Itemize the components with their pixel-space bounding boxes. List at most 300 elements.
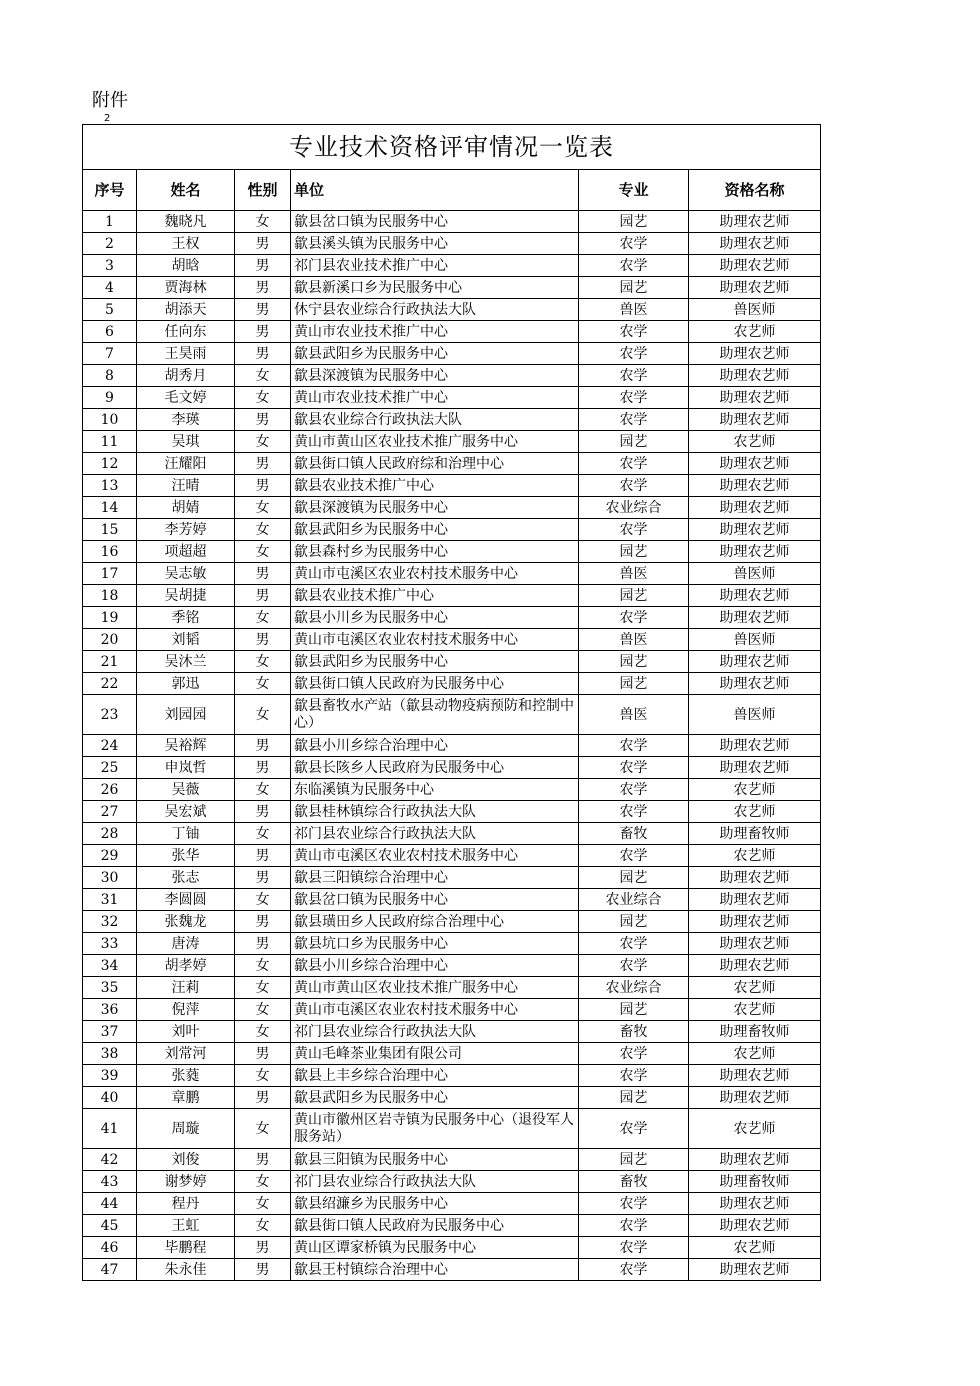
cell-no: 30 xyxy=(83,867,137,889)
table-row xyxy=(83,1215,821,1237)
table-row xyxy=(83,541,821,563)
cell-major: 园艺 xyxy=(579,277,689,299)
cell-no: 13 xyxy=(83,475,137,497)
cell-no: 23 xyxy=(83,695,137,735)
cell-name: 吴胡捷 xyxy=(137,585,235,607)
cell-no: 3 xyxy=(83,255,137,277)
cell-unit: 祁门县农业综合行政执法大队 xyxy=(291,1171,579,1193)
cell-name: 申岚哲 xyxy=(137,757,235,779)
cell-gender: 女 xyxy=(235,211,291,233)
cell-qualification: 兽医师 xyxy=(689,563,821,585)
cell-no: 47 xyxy=(83,1259,137,1281)
cell-qualification: 农艺师 xyxy=(689,999,821,1021)
cell-major: 园艺 xyxy=(579,673,689,695)
cell-name: 汪耀阳 xyxy=(137,453,235,475)
cell-unit: 歙县岔口镇为民服务中心 xyxy=(291,211,579,233)
table-row xyxy=(83,453,821,475)
table-row xyxy=(83,1171,821,1193)
cell-no: 26 xyxy=(83,779,137,801)
cell-name: 谢梦婷 xyxy=(137,1171,235,1193)
cell-no: 9 xyxy=(83,387,137,409)
cell-name: 程丹 xyxy=(137,1193,235,1215)
cell-no: 31 xyxy=(83,889,137,911)
cell-gender: 女 xyxy=(235,823,291,845)
cell-unit: 歙县农业综合行政执法大队 xyxy=(291,409,579,431)
cell-qualification: 助理农艺师 xyxy=(689,607,821,629)
cell-qualification: 助理农艺师 xyxy=(689,1087,821,1109)
cell-unit: 歙县街口镇人民政府为民服务中心 xyxy=(291,1215,579,1237)
table-row xyxy=(83,563,821,585)
table-title: 专业技术资格评审情况一览表 xyxy=(83,125,821,170)
cell-qualification: 助理农艺师 xyxy=(689,1193,821,1215)
cell-gender: 男 xyxy=(235,933,291,955)
qualification-table xyxy=(82,124,821,1281)
cell-no: 45 xyxy=(83,1215,137,1237)
cell-unit: 歙县农业技术推广中心 xyxy=(291,475,579,497)
cell-qualification: 农艺师 xyxy=(689,321,821,343)
cell-major: 农学 xyxy=(579,519,689,541)
cell-qualification: 助理农艺师 xyxy=(689,409,821,431)
cell-name: 胡添天 xyxy=(137,299,235,321)
cell-no: 46 xyxy=(83,1237,137,1259)
cell-major: 农业综合 xyxy=(579,977,689,999)
header-qualification: 资格名称 xyxy=(689,170,821,211)
table-row xyxy=(83,387,821,409)
cell-major: 园艺 xyxy=(579,867,689,889)
table-row xyxy=(83,299,821,321)
cell-unit: 歙县溪头镇为民服务中心 xyxy=(291,233,579,255)
cell-qualification: 农艺师 xyxy=(689,801,821,823)
cell-qualification: 助理农艺师 xyxy=(689,889,821,911)
cell-gender: 女 xyxy=(235,431,291,453)
cell-name: 李圆圆 xyxy=(137,889,235,911)
cell-major: 园艺 xyxy=(579,651,689,673)
table-row xyxy=(83,1109,821,1149)
cell-unit: 歙县小川乡为民服务中心 xyxy=(291,607,579,629)
cell-major: 农学 xyxy=(579,933,689,955)
cell-unit: 黄山市黄山区农业技术推广服务中心 xyxy=(291,431,579,453)
cell-unit: 歙县武阳乡为民服务中心 xyxy=(291,1087,579,1109)
cell-gender: 女 xyxy=(235,497,291,519)
cell-qualification: 助理农艺师 xyxy=(689,475,821,497)
cell-major: 农学 xyxy=(579,607,689,629)
cell-no: 42 xyxy=(83,1149,137,1171)
cell-gender: 女 xyxy=(235,1215,291,1237)
cell-name: 王权 xyxy=(137,233,235,255)
cell-major: 农学 xyxy=(579,1109,689,1149)
cell-name: 郭迅 xyxy=(137,673,235,695)
cell-major: 农学 xyxy=(579,1065,689,1087)
cell-name: 胡秀月 xyxy=(137,365,235,387)
cell-name: 贾海林 xyxy=(137,277,235,299)
cell-no: 44 xyxy=(83,1193,137,1215)
table-row xyxy=(83,321,821,343)
cell-major: 农业综合 xyxy=(579,497,689,519)
table-row xyxy=(83,409,821,431)
cell-name: 王昊雨 xyxy=(137,343,235,365)
cell-gender: 女 xyxy=(235,889,291,911)
cell-gender: 男 xyxy=(235,255,291,277)
table-row xyxy=(83,1065,821,1087)
cell-unit: 黄山市屯溪区农业农村技术服务中心 xyxy=(291,999,579,1021)
cell-major: 园艺 xyxy=(579,1087,689,1109)
cell-unit: 歙县王村镇综合治理中心 xyxy=(291,1259,579,1281)
cell-gender: 女 xyxy=(235,365,291,387)
cell-no: 27 xyxy=(83,801,137,823)
cell-unit: 歙县岔口镇为民服务中心 xyxy=(291,889,579,911)
cell-major: 农学 xyxy=(579,475,689,497)
table-row xyxy=(83,911,821,933)
table-row xyxy=(83,735,821,757)
cell-major: 农学 xyxy=(579,955,689,977)
cell-no: 1 xyxy=(83,211,137,233)
table-row xyxy=(83,1043,821,1065)
cell-unit: 黄山市屯溪区农业农村技术服务中心 xyxy=(291,845,579,867)
cell-name: 刘韬 xyxy=(137,629,235,651)
cell-unit: 歙县小川乡综合治理中心 xyxy=(291,955,579,977)
cell-no: 8 xyxy=(83,365,137,387)
cell-name: 章鹏 xyxy=(137,1087,235,1109)
cell-unit: 歙县武阳乡为民服务中心 xyxy=(291,651,579,673)
cell-unit: 歙县坑口乡为民服务中心 xyxy=(291,933,579,955)
cell-unit: 歙县桂林镇综合行政执法大队 xyxy=(291,801,579,823)
table-row xyxy=(83,1149,821,1171)
cell-unit: 黄山区谭家桥镇为民服务中心 xyxy=(291,1237,579,1259)
table-row xyxy=(83,585,821,607)
cell-gender: 男 xyxy=(235,757,291,779)
cell-unit: 歙县三阳镇为民服务中心 xyxy=(291,1149,579,1171)
cell-no: 25 xyxy=(83,757,137,779)
cell-major: 农学 xyxy=(579,735,689,757)
cell-qualification: 助理农艺师 xyxy=(689,497,821,519)
cell-unit: 东临溪镇为民服务中心 xyxy=(291,779,579,801)
cell-qualification: 助理农艺师 xyxy=(689,651,821,673)
cell-name: 吴琪 xyxy=(137,431,235,453)
cell-major: 兽医 xyxy=(579,629,689,651)
header-unit: 单位 xyxy=(291,170,579,211)
cell-qualification: 助理农艺师 xyxy=(689,519,821,541)
cell-gender: 女 xyxy=(235,519,291,541)
cell-unit: 歙县街口镇人民政府为民服务中心 xyxy=(291,673,579,695)
cell-qualification: 助理农艺师 xyxy=(689,387,821,409)
table-header-row xyxy=(83,170,821,211)
cell-unit: 祁门县农业技术推广中心 xyxy=(291,255,579,277)
table-row xyxy=(83,277,821,299)
header-no: 序号 xyxy=(83,170,137,211)
cell-no: 6 xyxy=(83,321,137,343)
cell-qualification: 助理畜牧师 xyxy=(689,1021,821,1043)
cell-qualification: 助理农艺师 xyxy=(689,365,821,387)
cell-unit: 歙县璜田乡人民政府综合治理中心 xyxy=(291,911,579,933)
cell-no: 15 xyxy=(83,519,137,541)
cell-gender: 女 xyxy=(235,779,291,801)
cell-major: 农学 xyxy=(579,1193,689,1215)
cell-gender: 女 xyxy=(235,387,291,409)
cell-major: 农学 xyxy=(579,387,689,409)
cell-unit: 歙县新溪口乡为民服务中心 xyxy=(291,277,579,299)
table-row xyxy=(83,801,821,823)
cell-gender: 男 xyxy=(235,867,291,889)
cell-major: 园艺 xyxy=(579,999,689,1021)
cell-no: 10 xyxy=(83,409,137,431)
cell-gender: 男 xyxy=(235,585,291,607)
cell-gender: 女 xyxy=(235,607,291,629)
cell-unit: 歙县武阳乡为民服务中心 xyxy=(291,343,579,365)
cell-unit: 歙县农业技术推广中心 xyxy=(291,585,579,607)
cell-gender: 男 xyxy=(235,845,291,867)
cell-qualification: 助理农艺师 xyxy=(689,453,821,475)
table-row xyxy=(83,475,821,497)
cell-unit: 黄山市徽州区岩寺镇为民服务中心（退役军人服务站） xyxy=(291,1109,579,1149)
cell-no: 37 xyxy=(83,1021,137,1043)
cell-qualification: 农艺师 xyxy=(689,779,821,801)
cell-major: 农学 xyxy=(579,255,689,277)
cell-name: 胡晗 xyxy=(137,255,235,277)
cell-no: 21 xyxy=(83,651,137,673)
cell-gender: 男 xyxy=(235,277,291,299)
cell-unit: 黄山市农业技术推广中心 xyxy=(291,387,579,409)
cell-qualification: 助理农艺师 xyxy=(689,1215,821,1237)
cell-qualification: 助理农艺师 xyxy=(689,955,821,977)
cell-major: 农学 xyxy=(579,779,689,801)
table-row xyxy=(83,823,821,845)
cell-name: 胡婧 xyxy=(137,497,235,519)
table-row xyxy=(83,955,821,977)
cell-name: 刘园园 xyxy=(137,695,235,735)
cell-name: 吴裕辉 xyxy=(137,735,235,757)
cell-name: 项超超 xyxy=(137,541,235,563)
table-row xyxy=(83,695,821,735)
cell-major: 兽医 xyxy=(579,299,689,321)
cell-qualification: 农艺师 xyxy=(689,431,821,453)
cell-name: 刘叶 xyxy=(137,1021,235,1043)
cell-name: 季铭 xyxy=(137,607,235,629)
cell-gender: 女 xyxy=(235,999,291,1021)
cell-gender: 女 xyxy=(235,1021,291,1043)
cell-no: 4 xyxy=(83,277,137,299)
cell-major: 兽医 xyxy=(579,563,689,585)
cell-unit: 黄山市屯溪区农业农村技术服务中心 xyxy=(291,563,579,585)
cell-major: 园艺 xyxy=(579,431,689,453)
cell-major: 畜牧 xyxy=(579,1021,689,1043)
cell-gender: 男 xyxy=(235,1259,291,1281)
cell-qualification: 助理农艺师 xyxy=(689,1149,821,1171)
cell-no: 39 xyxy=(83,1065,137,1087)
cell-name: 张志 xyxy=(137,867,235,889)
cell-unit: 歙县深渡镇为民服务中心 xyxy=(291,497,579,519)
cell-name: 汪晴 xyxy=(137,475,235,497)
cell-gender: 男 xyxy=(235,343,291,365)
table-row xyxy=(83,867,821,889)
cell-name: 吴宏斌 xyxy=(137,801,235,823)
table-row xyxy=(83,757,821,779)
cell-major: 园艺 xyxy=(579,1149,689,1171)
cell-name: 丁铀 xyxy=(137,823,235,845)
cell-major: 园艺 xyxy=(579,585,689,607)
table-row xyxy=(83,933,821,955)
cell-major: 农学 xyxy=(579,757,689,779)
cell-gender: 男 xyxy=(235,453,291,475)
cell-major: 园艺 xyxy=(579,541,689,563)
cell-qualification: 助理农艺师 xyxy=(689,911,821,933)
cell-name: 任向东 xyxy=(137,321,235,343)
cell-no: 28 xyxy=(83,823,137,845)
cell-qualification: 助理农艺师 xyxy=(689,255,821,277)
table-row xyxy=(83,1021,821,1043)
cell-major: 农学 xyxy=(579,321,689,343)
cell-name: 吴沐兰 xyxy=(137,651,235,673)
cell-gender: 男 xyxy=(235,911,291,933)
table-row xyxy=(83,1259,821,1281)
cell-no: 35 xyxy=(83,977,137,999)
cell-unit: 歙县武阳乡为民服务中心 xyxy=(291,519,579,541)
cell-major: 农学 xyxy=(579,233,689,255)
cell-gender: 女 xyxy=(235,1171,291,1193)
cell-gender: 女 xyxy=(235,541,291,563)
table-row xyxy=(83,211,821,233)
table-row xyxy=(83,365,821,387)
cell-qualification: 助理农艺师 xyxy=(689,933,821,955)
table-row xyxy=(83,1193,821,1215)
cell-qualification: 兽医师 xyxy=(689,695,821,735)
cell-major: 农学 xyxy=(579,365,689,387)
cell-gender: 女 xyxy=(235,977,291,999)
cell-major: 农学 xyxy=(579,801,689,823)
cell-name: 朱永佳 xyxy=(137,1259,235,1281)
cell-qualification: 助理农艺师 xyxy=(689,211,821,233)
cell-no: 41 xyxy=(83,1109,137,1149)
cell-name: 刘俊 xyxy=(137,1149,235,1171)
attachment-number: 2 xyxy=(104,114,111,124)
cell-gender: 女 xyxy=(235,1065,291,1087)
table-row xyxy=(83,519,821,541)
cell-no: 29 xyxy=(83,845,137,867)
table-row xyxy=(83,343,821,365)
cell-name: 李瑛 xyxy=(137,409,235,431)
table-row xyxy=(83,845,821,867)
table-row xyxy=(83,673,821,695)
cell-gender: 男 xyxy=(235,563,291,585)
cell-no: 38 xyxy=(83,1043,137,1065)
cell-name: 张华 xyxy=(137,845,235,867)
cell-no: 22 xyxy=(83,673,137,695)
cell-gender: 男 xyxy=(235,629,291,651)
cell-major: 农学 xyxy=(579,409,689,431)
cell-unit: 黄山市黄山区农业技术推广服务中心 xyxy=(291,977,579,999)
cell-no: 16 xyxy=(83,541,137,563)
cell-name: 魏晓凡 xyxy=(137,211,235,233)
cell-no: 24 xyxy=(83,735,137,757)
table-row xyxy=(83,1237,821,1259)
cell-name: 周璇 xyxy=(137,1109,235,1149)
cell-major: 农学 xyxy=(579,343,689,365)
cell-unit: 歙县深渡镇为民服务中心 xyxy=(291,365,579,387)
attachment-label: 附件 xyxy=(92,90,128,111)
cell-no: 33 xyxy=(83,933,137,955)
cell-qualification: 助理农艺师 xyxy=(689,867,821,889)
table-row xyxy=(83,431,821,453)
cell-qualification: 助理农艺师 xyxy=(689,277,821,299)
cell-name: 李芳婷 xyxy=(137,519,235,541)
cell-qualification: 助理畜牧师 xyxy=(689,823,821,845)
header-major: 专业 xyxy=(579,170,689,211)
cell-gender: 女 xyxy=(235,673,291,695)
cell-unit: 歙县三阳镇综合治理中心 xyxy=(291,867,579,889)
cell-gender: 男 xyxy=(235,1149,291,1171)
cell-qualification: 兽医师 xyxy=(689,299,821,321)
cell-unit: 歙县绍濂乡为民服务中心 xyxy=(291,1193,579,1215)
table-row xyxy=(83,977,821,999)
cell-unit: 歙县森村乡为民服务中心 xyxy=(291,541,579,563)
cell-no: 5 xyxy=(83,299,137,321)
cell-unit: 黄山市农业技术推广中心 xyxy=(291,321,579,343)
cell-gender: 男 xyxy=(235,1043,291,1065)
cell-major: 园艺 xyxy=(579,211,689,233)
cell-name: 刘常河 xyxy=(137,1043,235,1065)
cell-no: 12 xyxy=(83,453,137,475)
cell-no: 2 xyxy=(83,233,137,255)
cell-unit: 黄山市屯溪区农业农村技术服务中心 xyxy=(291,629,579,651)
cell-gender: 男 xyxy=(235,735,291,757)
cell-no: 14 xyxy=(83,497,137,519)
cell-name: 张魏龙 xyxy=(137,911,235,933)
cell-gender: 男 xyxy=(235,321,291,343)
cell-unit: 祁门县农业综合行政执法大队 xyxy=(291,823,579,845)
table-row xyxy=(83,651,821,673)
cell-no: 32 xyxy=(83,911,137,933)
cell-unit: 歙县畜牧水产站（歙县动物疫病预防和控制中心） xyxy=(291,695,579,735)
cell-no: 40 xyxy=(83,1087,137,1109)
table-body xyxy=(83,211,821,1281)
cell-gender: 男 xyxy=(235,1087,291,1109)
cell-major: 农学 xyxy=(579,1259,689,1281)
table-row xyxy=(83,629,821,651)
cell-qualification: 农艺师 xyxy=(689,1043,821,1065)
table-row xyxy=(83,233,821,255)
cell-unit: 歙县小川乡综合治理中心 xyxy=(291,735,579,757)
cell-qualification: 助理农艺师 xyxy=(689,1065,821,1087)
cell-qualification: 助理农艺师 xyxy=(689,343,821,365)
cell-name: 毛文婷 xyxy=(137,387,235,409)
cell-qualification: 农艺师 xyxy=(689,977,821,999)
cell-name: 吴志敏 xyxy=(137,563,235,585)
cell-major: 农学 xyxy=(579,1215,689,1237)
cell-name: 汪莉 xyxy=(137,977,235,999)
cell-qualification: 助理农艺师 xyxy=(689,585,821,607)
cell-gender: 女 xyxy=(235,695,291,735)
cell-qualification: 助理畜牧师 xyxy=(689,1171,821,1193)
cell-name: 张蕤 xyxy=(137,1065,235,1087)
cell-major: 畜牧 xyxy=(579,823,689,845)
cell-qualification: 助理农艺师 xyxy=(689,673,821,695)
cell-gender: 男 xyxy=(235,475,291,497)
cell-gender: 女 xyxy=(235,1193,291,1215)
cell-no: 19 xyxy=(83,607,137,629)
cell-gender: 女 xyxy=(235,651,291,673)
cell-major: 畜牧 xyxy=(579,1171,689,1193)
cell-qualification: 农艺师 xyxy=(689,845,821,867)
cell-major: 农学 xyxy=(579,1043,689,1065)
cell-major: 兽医 xyxy=(579,695,689,735)
table-row xyxy=(83,497,821,519)
cell-unit: 歙县长陔乡人民政府为民服务中心 xyxy=(291,757,579,779)
table-row xyxy=(83,255,821,277)
cell-gender: 男 xyxy=(235,233,291,255)
cell-gender: 男 xyxy=(235,299,291,321)
cell-qualification: 助理农艺师 xyxy=(689,1259,821,1281)
cell-no: 34 xyxy=(83,955,137,977)
cell-major: 农业综合 xyxy=(579,889,689,911)
